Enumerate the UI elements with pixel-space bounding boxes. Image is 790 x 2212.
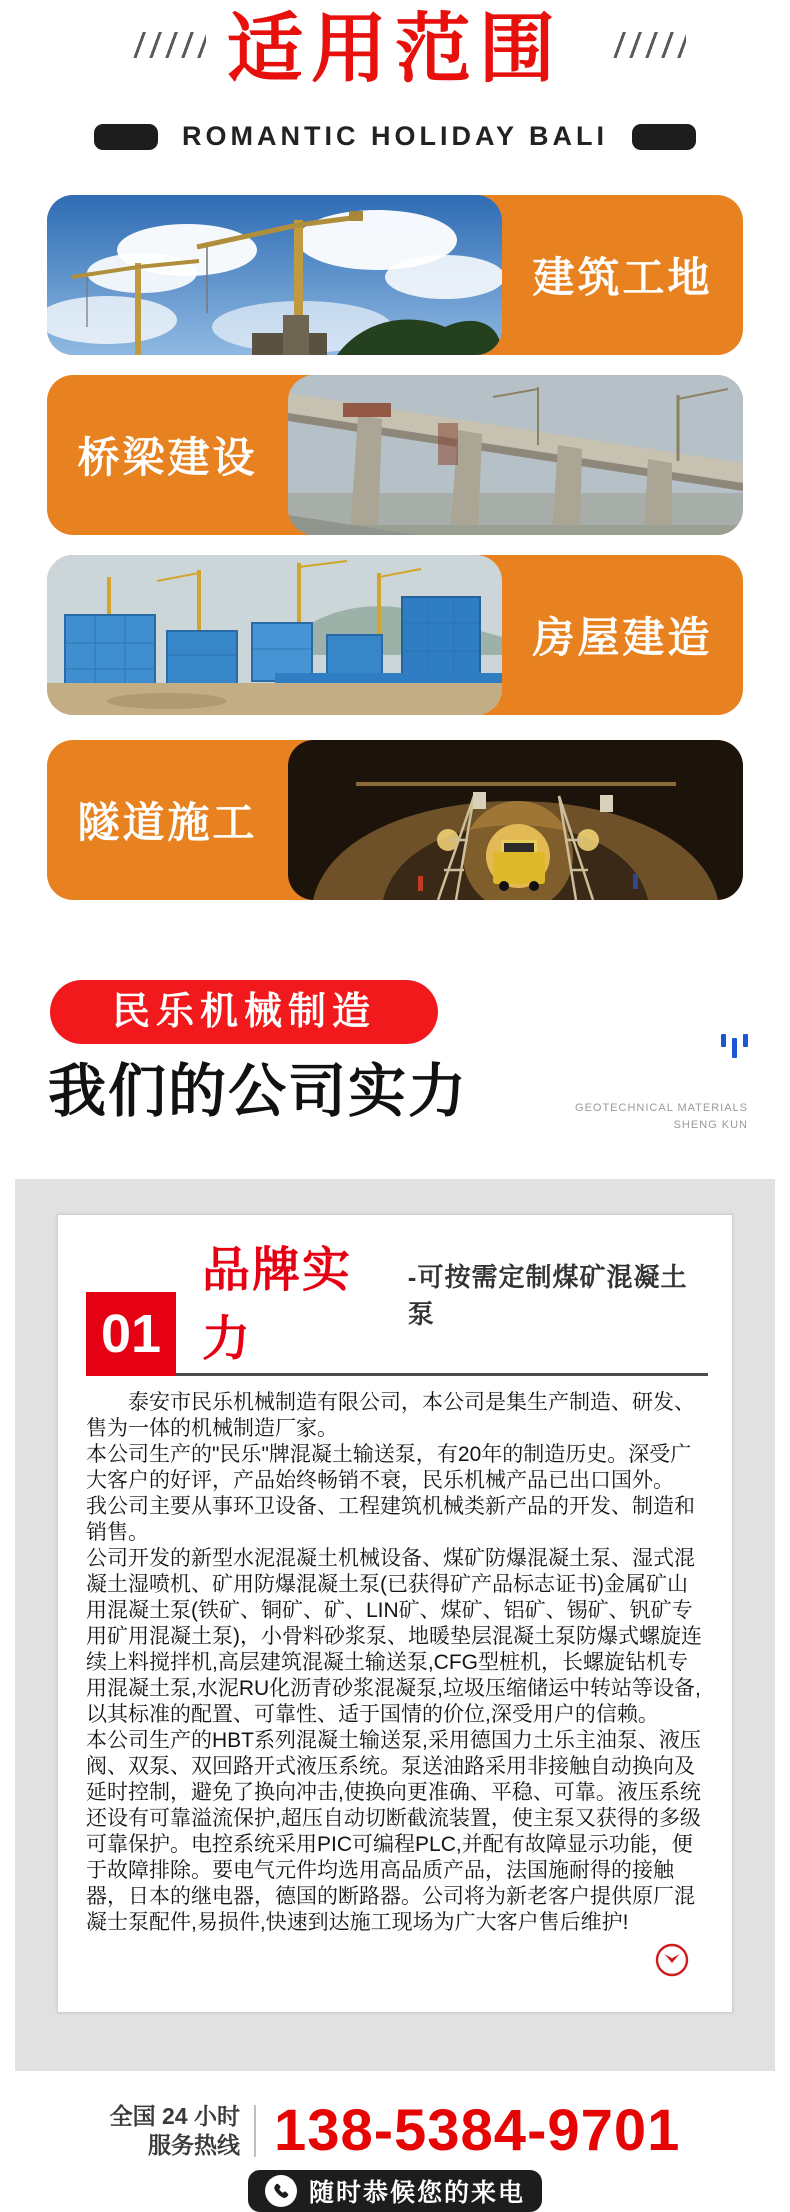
phone-number[interactable]: 138-5384-9701 bbox=[273, 2098, 681, 2164]
hotline-label bbox=[110, 2102, 240, 2160]
page-title: 适用范围 bbox=[227, 7, 563, 92]
hotline-divider bbox=[254, 2105, 256, 2157]
card-header-text bbox=[176, 1231, 708, 1376]
slash-decoration-left bbox=[130, 32, 206, 58]
card-subheading: -可按需定制煤矿混凝土泵 bbox=[407, 1262, 688, 1330]
tunnel-illustration bbox=[288, 740, 743, 900]
subtitle-block-left bbox=[94, 124, 158, 150]
company-badge: 民乐机械制造 bbox=[50, 980, 438, 1044]
section-card-bridge bbox=[47, 375, 743, 535]
section-label-construction-site: 建筑工地 bbox=[532, 254, 713, 302]
construction-site-image bbox=[47, 195, 502, 355]
body-paragraph: 本公司生产的"民乐"牌混凝土输送泵，有20年的制造历史。深受广大客户的好评，产品始终畅销不衰，民乐机械产品已出口国外。 bbox=[86, 1443, 692, 1493]
slash-decoration-right bbox=[610, 32, 686, 58]
section-number-block: 01 bbox=[86, 1292, 176, 1376]
card-heading: 品牌实力 bbox=[202, 1244, 353, 1367]
body-paragraph: 泰安市民乐机械制造有限公司，本公司是集生产制造、研发、售为一体的机械制造厂家。 bbox=[86, 1391, 695, 1441]
bridge-illustration bbox=[288, 375, 743, 535]
hotline-row bbox=[0, 2097, 790, 2164]
section-label-housing: 房屋建造 bbox=[532, 614, 713, 662]
page-subtitle: ROMANTIC HOLIDAY BALI bbox=[181, 121, 608, 152]
logo-bars-icon bbox=[538, 1032, 748, 1058]
subtitle-block-right bbox=[632, 124, 696, 150]
section-card-construction-site bbox=[47, 195, 743, 355]
construction-site-illustration bbox=[47, 195, 502, 355]
tunnel-construction-image bbox=[288, 740, 743, 900]
section-card-housing bbox=[47, 555, 743, 715]
subtitle-row bbox=[0, 121, 790, 152]
logo-text-line1: GEOTECHNICAL MATERIALS bbox=[575, 1102, 748, 1114]
section-card-tunnel bbox=[47, 740, 743, 900]
company-description bbox=[86, 1390, 708, 1936]
body-paragraph: 公司开发的新型水泥混凝土机械设备、煤矿防爆混凝土泵、湿式混凝土湿喷机、矿用防爆混凝土泵(已获得矿产品标志证书)金属矿山用混凝土泵(铁矿、铜矿、矿、LIN矿、煤矿、铝矿、锡矿、钒矿专用矿用混凝土泵)，小骨料砂浆泵、地暖垫层混凝土泵防爆式螺旋连续上料搅拌机,高层建筑混凝土输送泵,CFG型桩机，长螺旋钻机专用混凝土泵,水泥RU化沥青砂浆混凝泵,垃圾压缩储运中转站等设备,以其标准的配置、可靠性、适于国情的价位,深受用户的信赖。 bbox=[86, 1547, 702, 1727]
body-paragraph: 我公司主要从事环卫设备、工程建筑机械类新产品的开发、制造和销售。 bbox=[86, 1495, 695, 1545]
page-header bbox=[0, 0, 790, 152]
section-label-bridge: 桥梁建设 bbox=[77, 434, 258, 482]
card-header bbox=[86, 1231, 708, 1376]
more-row bbox=[86, 1936, 708, 1978]
company-intro-card bbox=[57, 1214, 733, 2013]
call-cta-button[interactable] bbox=[248, 2170, 542, 2212]
corner-logo bbox=[538, 1032, 748, 1134]
body-paragraph: 本公司生产的HBT系列混凝土输送泵,采用德国力土乐主油泵、液压阀、双泵、双回路开式液压系统。泵送油路采用非接触自动换向及延时控制，避免了换向冲击,使换向更准确、平稳、可靠。液压系统还设有可靠溢流保护,超压自动切断截流装置，使主泵又获得的多级可靠保护。电控系统采用PIC可编程PLC,并配有故障显示功能，便于故障排除。要电气元件均选用高品质产品，法国施耐得的接触器，日本的继电器，德国的断路器。公司将为新老客户提供原厂混凝士泵配件,易损件,快速到达施工现场为广大客户售后维护! bbox=[86, 1729, 701, 1935]
company-intro-panel bbox=[15, 1179, 775, 2071]
phone-icon bbox=[265, 2175, 297, 2207]
section-label-tunnel: 隧道施工 bbox=[77, 799, 258, 847]
bridge-construction-image bbox=[288, 375, 743, 535]
company-strength-title: 我们的公司实力 bbox=[48, 1059, 469, 1125]
logo-text-line2: SHENG KUN bbox=[673, 1119, 748, 1131]
hotline-label-line1: 全国 24 小时 bbox=[109, 2102, 240, 2129]
housing-construction-image bbox=[47, 555, 502, 715]
hotline-label-line2: 服务热线 bbox=[147, 2131, 240, 2158]
chevron-down-icon[interactable] bbox=[654, 1942, 690, 1978]
housing-illustration bbox=[47, 555, 502, 715]
call-cta-label: 随时恭候您的来电 bbox=[308, 2179, 525, 2208]
